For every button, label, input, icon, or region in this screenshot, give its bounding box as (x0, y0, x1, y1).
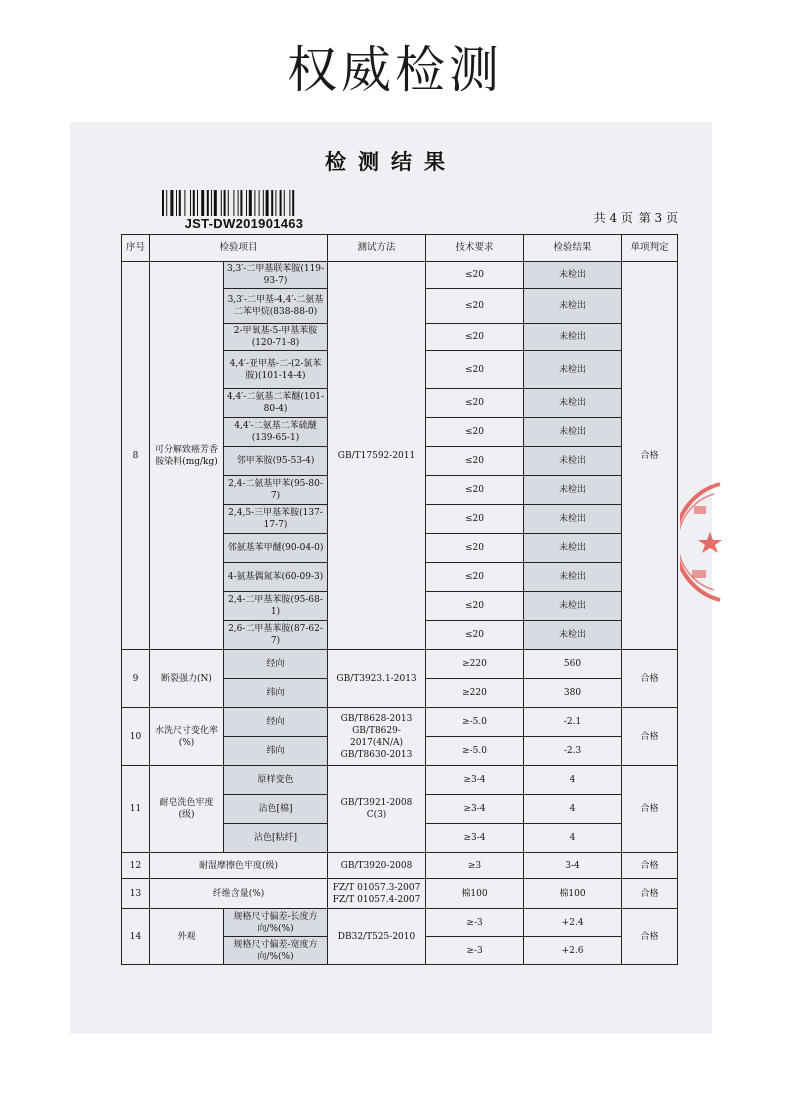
sub-item: 经向 (224, 708, 328, 737)
sub-item: 沾色[棉] (224, 795, 328, 824)
barcode-bar (184, 190, 185, 216)
requirement: ≤20 (426, 563, 524, 592)
verdict: 合格 (622, 708, 678, 766)
result: -2.3 (524, 737, 622, 766)
barcode-bar (249, 190, 252, 216)
requirement: ≤20 (426, 324, 524, 351)
item-name: 纤维含量(%) (150, 879, 328, 909)
barcode-bar (211, 190, 212, 216)
result: -2.1 (524, 708, 622, 737)
item-no: 9 (122, 650, 150, 708)
barcode-bar (240, 190, 242, 216)
requirement: ≤20 (426, 389, 524, 418)
barcode-bar (238, 190, 239, 216)
sub-item: 沾色[粘纤] (224, 824, 328, 853)
requirement: ≤20 (426, 262, 524, 289)
verdict: 合格 (622, 909, 678, 965)
barcode-bar (284, 190, 285, 216)
method-line: GB/T8628-2013 (340, 713, 413, 724)
requirement: ≥-3 (426, 909, 524, 937)
result: 4 (524, 795, 622, 824)
barcode-bar (190, 190, 191, 216)
barcode-image (162, 190, 326, 216)
requirement: ≥-5.0 (426, 737, 524, 766)
sub-item: 2,4,5-三甲基苯胺(137-17-7) (224, 505, 328, 534)
barcode-bar (266, 190, 269, 216)
requirement: ≤20 (426, 621, 524, 650)
result: 560 (524, 650, 622, 679)
requirement: ≤20 (426, 447, 524, 476)
requirement: 棉100 (426, 879, 524, 909)
sub-item: 4,4′-亚甲基-二-(2-氯苯胺)(101-14-4) (224, 351, 328, 389)
requirement: ≤20 (426, 476, 524, 505)
table-row (122, 708, 678, 737)
requirement: ≥220 (426, 679, 524, 708)
test-method: GB/T3923.1-2013 (328, 650, 426, 708)
result: 未检出 (524, 621, 622, 650)
sub-item: 2,4-二甲基苯胺(95-68-1) (224, 592, 328, 621)
sub-item: 2-甲氧基-5-甲基苯胺(120-71-8) (224, 324, 328, 351)
barcode-bar (259, 190, 260, 216)
item-no: 12 (122, 853, 150, 879)
sub-item: 规格尺寸偏差-宽度方向/%(%) (224, 937, 328, 965)
barcode-bar (197, 190, 198, 216)
requirement: ≤20 (426, 592, 524, 621)
result: 未检出 (524, 447, 622, 476)
result: 未检出 (524, 351, 622, 389)
sub-item: 经向 (224, 650, 328, 679)
verdict: 合格 (622, 879, 678, 909)
sub-item: 3,3′-二甲基-4,4′-二氨基二苯甲烷(838-88-0) (224, 289, 328, 324)
sub-item: 2,4-二氨基甲苯(95-80-7) (224, 476, 328, 505)
item-name: 耐皂洗色牢度(级) (150, 766, 224, 853)
barcode-bar (166, 190, 167, 216)
requirement: ≤20 (426, 505, 524, 534)
sub-item: 4-氨基偶氮苯(60-09-3) (224, 563, 328, 592)
col-header-verdict: 单项判定 (622, 235, 678, 262)
col-header-requirement: 技术要求 (426, 235, 524, 262)
requirement: ≥220 (426, 650, 524, 679)
result: 3-4 (524, 853, 622, 879)
barcode-bar (224, 190, 226, 216)
sub-item: 4,4′-二氨基二苯醚(101-80-4) (224, 389, 328, 418)
barcode-bar (201, 190, 204, 216)
requirement: ≤20 (426, 289, 524, 324)
barcode-bar (207, 190, 209, 216)
barcode-bar (162, 190, 164, 216)
requirement: ≥3-4 (426, 766, 524, 795)
item-name: 水洗尺寸变化率(%) (150, 708, 224, 766)
barcode-bar (275, 190, 276, 216)
item-no: 13 (122, 879, 150, 909)
requirement: ≥3-4 (426, 795, 524, 824)
barcode-bar (214, 190, 217, 216)
table-header-row (122, 235, 678, 262)
item-name: 外观 (150, 909, 224, 965)
test-method: GB/T17592-2011 (328, 262, 426, 650)
method-line: 2017(4N/A) (349, 737, 404, 748)
table-row (122, 650, 678, 679)
barcode-bar (233, 190, 234, 216)
requirement: ≥3-4 (426, 824, 524, 853)
sub-item: 邻甲苯胺(95-53-4) (224, 447, 328, 476)
sub-item: 规格尺寸偏差-长度方向/%(%) (224, 909, 328, 937)
sub-item: 4,4′-二氨基二苯硫醚(139-65-1) (224, 418, 328, 447)
requirement: ≥-3 (426, 937, 524, 965)
item-name: 可分解致癌芳香胺染料(mg/kg) (150, 262, 224, 650)
col-header-item: 检验项目 (150, 235, 328, 262)
requirement: ≤20 (426, 418, 524, 447)
requirement: ≥-5.0 (426, 708, 524, 737)
item-no: 8 (122, 262, 150, 650)
red-seal-stamp (680, 480, 726, 604)
test-method: DB32/T525-2010 (328, 909, 426, 965)
item-no: 11 (122, 766, 150, 853)
item-name: 断裂强力(N) (150, 650, 224, 708)
barcode-bar (271, 190, 273, 216)
results-table (121, 234, 678, 965)
table-row (122, 262, 678, 289)
sub-item: 纬向 (224, 679, 328, 708)
table-row (122, 879, 678, 909)
barcode-bar (246, 190, 247, 216)
result: 未检出 (524, 418, 622, 447)
result: 未检出 (524, 563, 622, 592)
result: 未检出 (524, 289, 622, 324)
item-no: 14 (122, 909, 150, 965)
page-heading: 权威检测 (287, 41, 503, 99)
table-row (122, 766, 678, 795)
test-method (328, 879, 426, 909)
barcode-bar (179, 190, 181, 216)
result: 未检出 (524, 534, 622, 563)
verdict: 合格 (622, 262, 678, 650)
barcode-bar (176, 190, 177, 216)
verdict: 合格 (622, 766, 678, 853)
result: 未检出 (524, 389, 622, 418)
item-name: 耐湿摩擦色牢度(级) (150, 853, 328, 879)
col-header-method: 测试方法 (328, 235, 426, 262)
barcode-bar (289, 190, 290, 216)
verdict: 合格 (622, 853, 678, 879)
verdict: 合格 (622, 650, 678, 708)
result: 380 (524, 679, 622, 708)
result: +2.4 (524, 909, 622, 937)
col-header-no: 序号 (122, 235, 150, 262)
result: 未检出 (524, 476, 622, 505)
barcode-bar (263, 190, 264, 216)
method-line: GB/T8629- (352, 725, 401, 736)
sub-item: 3,3′-二甲基联苯胺(119-93-7) (224, 262, 328, 289)
sub-item: 2,6-二甲基苯胺(87-62-7) (224, 621, 328, 650)
result: 棉100 (524, 879, 622, 909)
barcode-bar (280, 190, 282, 216)
item-no: 10 (122, 708, 150, 766)
barcode-bar (292, 190, 294, 216)
page-current: 第 3 页 (638, 211, 678, 225)
test-report-sheet (70, 122, 712, 1034)
document-title: 检测结果 (325, 149, 457, 174)
table-row (122, 909, 678, 937)
result: 4 (524, 824, 622, 853)
result: 未检出 (524, 262, 622, 289)
result: +2.6 (524, 937, 622, 965)
report-number: JST-DW201901463 (184, 216, 304, 231)
method-line: GB/T8630-2013 (340, 749, 413, 760)
result: 未检出 (524, 592, 622, 621)
test-method: GB/T3920-2008 (328, 853, 426, 879)
page-count (592, 209, 678, 226)
barcode-bar (193, 190, 195, 216)
sub-item: 原样变色 (224, 766, 328, 795)
result: 4 (524, 766, 622, 795)
page-total: 共 4 页 (593, 211, 633, 225)
requirement: ≤20 (426, 534, 524, 563)
sub-item: 纬向 (224, 737, 328, 766)
requirement: ≤20 (426, 351, 524, 389)
barcode-bar (170, 190, 173, 216)
barcode-bar (254, 190, 255, 216)
barcode-bar (221, 190, 222, 216)
sub-item: 邻氨基苯甲醚(90-04-0) (224, 534, 328, 563)
method-line: FZ/T 01057.4-2007 (332, 894, 421, 905)
table-row (122, 853, 678, 879)
result: 未检出 (524, 505, 622, 534)
test-method (328, 708, 426, 766)
method-line: FZ/T 01057.3-2007 (332, 882, 421, 893)
barcode-bar (228, 190, 229, 216)
col-header-result: 检验结果 (524, 235, 622, 262)
test-method: GB/T3921-2008 C(3) (328, 766, 426, 853)
requirement: ≥3 (426, 853, 524, 879)
result: 未检出 (524, 324, 622, 351)
